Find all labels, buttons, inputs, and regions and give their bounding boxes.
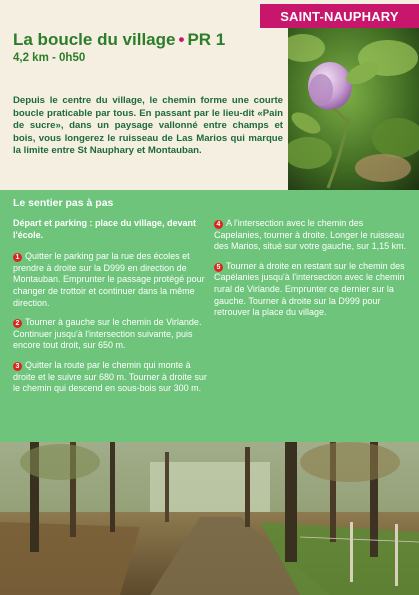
title-separator: • [178,30,185,49]
step-text: Quitter le parking par la rue des écoles et prendre à droite sur la D999 en direction de Montauban. Emprunter le passage protégé pour changer de trottoir et continuer dans la même direction. [13,251,205,308]
intro-text: Depuis le centre du village, le chemin forme une courte boucle praticable par tous. En passant par le lieu-dit «Pain de sucre», dans un paysage vallonné entre champs et bois, vous longerez le ruisseau de Las Marios qui marque la limite entre St Nauphary et Montauban. [13,95,283,156]
distance-duration: 4,2 km - 0h50 [13,52,86,64]
title-code: PR 1 [187,30,226,49]
flower-photo [288,28,419,190]
steps-column-right [214,218,409,327]
step-item [13,317,208,352]
step-number-badge: 1 [13,253,22,262]
step-text: Tourner à gauche sur le chemin de Virlande. Continuer jusqu'à l'intersection suivante, puis encore tout droit, sur 650 m. [13,317,202,351]
step-number-badge: 4 [214,220,223,229]
forest-path-photo [0,442,419,595]
start-info: Départ et parking : place du village, devant l'école. [13,218,197,240]
trail-panel-title: Le sentier pas à pas [13,197,114,209]
step-item [214,261,409,319]
step-item [13,360,208,395]
commune-tag: SAINT-NAUPHARY [260,4,419,28]
steps-column-left [13,218,208,403]
step-text: Quitter la route par le chemin qui monte à droite et le suivre sur 680 m. Tourner à droite sur le chemin qui descend en sous-bois sur 300 m. [13,359,207,394]
step-text: A l'intersection avec le chemin des Capelanies, tourner à droite. Longer le ruisseau des Marios, situé sur votre gauche, sur 1,15 km. [214,218,407,252]
step-item [214,218,409,253]
step-item [13,251,208,309]
step-number-badge: 2 [13,319,22,328]
title-name: La boucle du village [13,30,176,49]
step-number-badge: 3 [13,362,22,371]
step-number-badge: 5 [214,263,223,272]
step-text: Tourner à droite en restant sur le chemin des Capélanies jusqu'à l'intersection avec le chemin rural de Virlande. Emprunter ce dernier sur la gauche. Tourner à droite sur la D999 pour retrouver la place du village. [214,260,405,318]
page-title [13,30,225,50]
